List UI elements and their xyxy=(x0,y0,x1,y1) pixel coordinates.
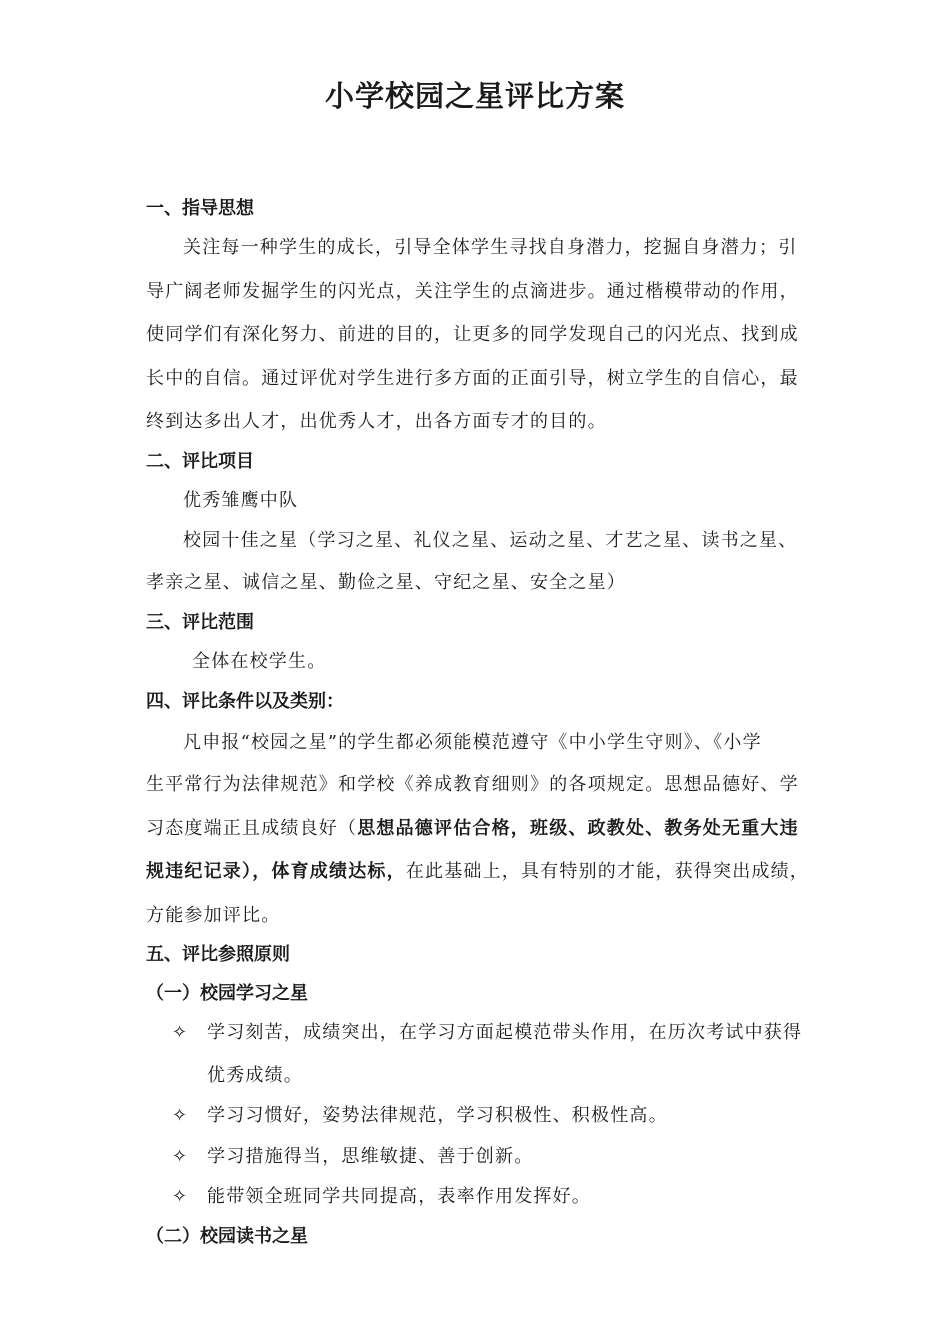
bullet-item: 能带领全班同学共同提高，表率作用发挥好。 xyxy=(207,1186,591,1207)
bold-text-segment: 规违纪记录），体育成绩达标， xyxy=(146,861,406,882)
bullet-item-continuation: 优秀成绩。 xyxy=(207,1065,303,1086)
paragraph-line: 导广阔老师发掘学生的闪光点，关注学生的点滴进步。通过楷模带动的作用， xyxy=(146,281,799,302)
text-segment: 习态度端正且成绩良好（ xyxy=(146,818,358,839)
section-heading-guiding-thought: 一、指导思想 xyxy=(146,198,254,219)
bullet-item: 学习措施得当，思维敏捷、善于创新。 xyxy=(207,1146,534,1167)
list-item-continuation: 孝亲之星、诚信之星、勤俭之星、守纪之星、安全之星） xyxy=(146,572,626,593)
paragraph-line xyxy=(146,860,816,884)
diamond-bullet-icon: ✧ xyxy=(172,1022,188,1043)
section-heading-conditions: 四、评比条件以及类别： xyxy=(146,691,344,712)
diamond-bullet-icon: ✧ xyxy=(172,1105,188,1126)
bold-text-segment: 思想品德评估合格，班级、政教处、教务处无重大违 xyxy=(357,818,799,839)
paragraph-line: 长中的自信。通过评优对学生进行多方面的正面引导，树立学生的自信心，最 xyxy=(146,368,799,389)
list-item: 优秀雏鹰中队 xyxy=(183,490,299,511)
bullet-item: 学习习惯好，姿势法律规范，学习积极性、积极性高。 xyxy=(207,1105,668,1126)
diamond-bullet-icon: ✧ xyxy=(172,1146,188,1167)
list-item: 校园十佳之星（学习之星、礼仪之星、运动之星、才艺之星、读书之星、 xyxy=(183,530,798,551)
document-title: 小学校园之星评比方案 xyxy=(324,79,625,113)
text-segment: 在此基础上，具有特别的才能，获得突出成绩， xyxy=(405,861,810,882)
paragraph-line: 终到达多出人才，出优秀人才，出各方面专才的目的。 xyxy=(146,411,607,432)
paragraph-line: 凡申报“校园之星”的学生都必须能模范遵守《中小学生守则》、《小学 xyxy=(183,732,762,753)
paragraph-line: 全体在校学生。 xyxy=(192,651,327,672)
subsection-heading-study-star: （一）校园学习之星 xyxy=(146,983,308,1004)
paragraph-line xyxy=(146,817,816,841)
subsection-heading-reading-star: （二）校园读书之星 xyxy=(146,1226,308,1247)
paragraph-line: 生平常行为法律规范》和学校《养成教育细则》的各项规定。思想品德好、学 xyxy=(146,774,799,795)
bullet-item: 学习刻苦，成绩突出，在学习方面起模范带头作用，在历次考试中获得 xyxy=(207,1022,803,1043)
section-heading-scope: 三、评比范围 xyxy=(146,612,254,633)
paragraph-line: 使同学们有深化努力、前进的目的，让更多的同学发现自己的闪光点、找到成 xyxy=(146,324,799,345)
section-heading-items: 二、评比项目 xyxy=(146,451,254,472)
section-heading-criteria: 五、评比参照原则 xyxy=(146,944,290,965)
diamond-bullet-icon: ✧ xyxy=(172,1186,188,1207)
paragraph-line: 关注每一种学生的成长，引导全体学生寻找自身潜力，挖掘自身潜力；引 xyxy=(183,237,798,258)
paragraph-line: 方能参加评比。 xyxy=(146,905,281,926)
